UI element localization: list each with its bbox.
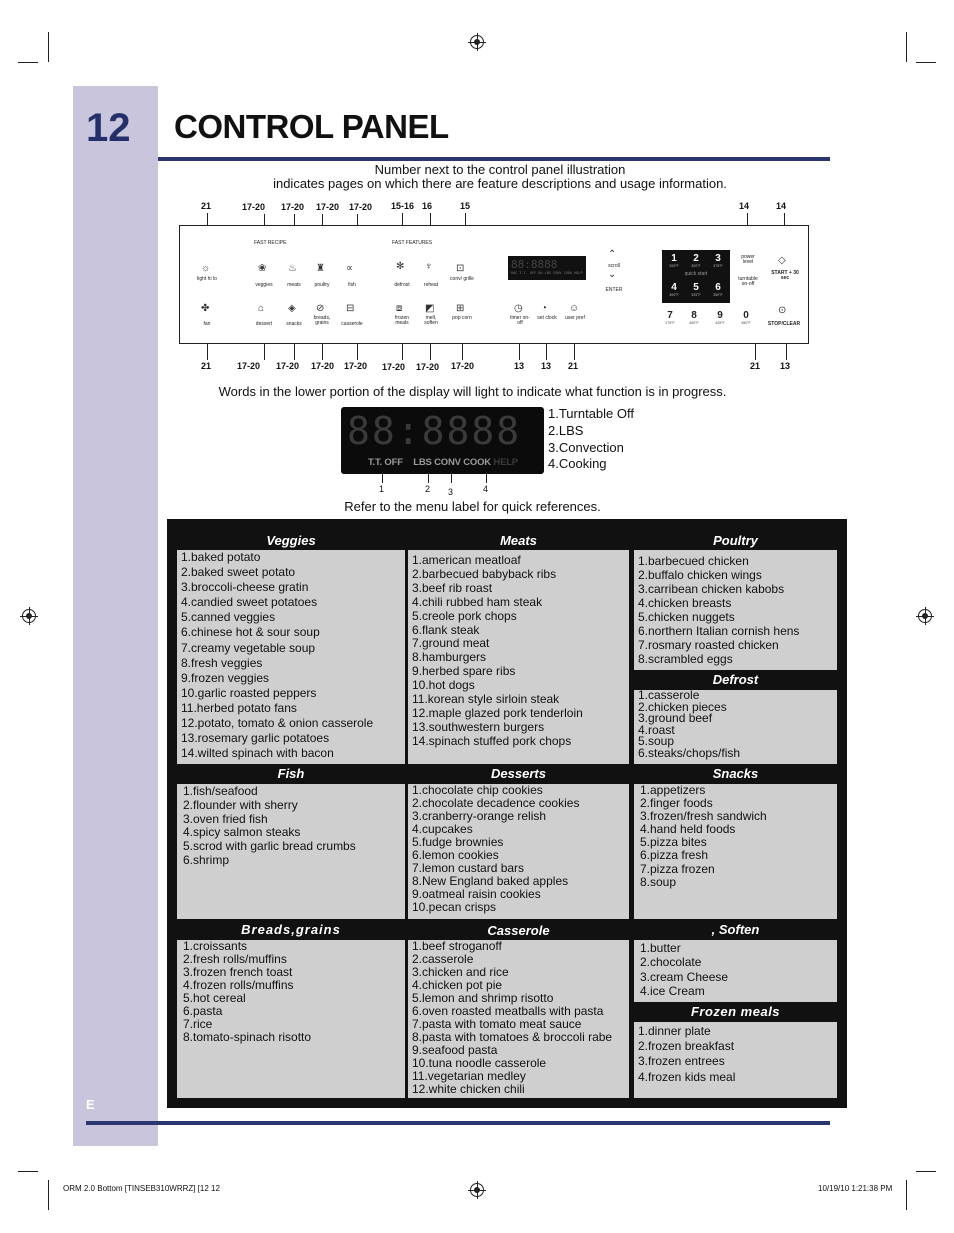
display-illustration xyxy=(341,407,544,474)
list-item: 7.lemon custard bars xyxy=(412,861,525,875)
light-button[interactable]: light hi lo xyxy=(197,276,217,282)
stop-clear-button[interactable]: STOP/CLEAR xyxy=(767,321,801,327)
scroll-label: scroll xyxy=(608,263,620,269)
key-7[interactable]: 7 275°F xyxy=(665,310,675,325)
frozen-meals-icon: ⧈ xyxy=(396,303,403,314)
list-item: 6.flank steak xyxy=(412,622,480,637)
list-item: 6.lemon cookies xyxy=(412,848,499,862)
list-item: 4.cupcakes xyxy=(412,822,473,836)
list-item: 9.frozen veggies xyxy=(181,670,270,685)
list-item: 2.frozen breakfast xyxy=(638,1039,735,1054)
list-item: 8.fresh veggies xyxy=(181,655,263,670)
list-item: 3.frozen entrees xyxy=(638,1054,725,1069)
registration-mark-icon xyxy=(470,1183,484,1197)
power-level-button[interactable]: power level xyxy=(741,254,755,265)
quick-start-label: quick start xyxy=(684,271,708,277)
key-0[interactable]: 0 450°F xyxy=(741,310,751,325)
reheat-button[interactable]: reheat xyxy=(423,282,439,288)
frozen-meals-header: Frozen meals xyxy=(690,1004,781,1019)
list-item: 1.baked potato xyxy=(181,550,261,564)
list-item: 1.dinner plate xyxy=(638,1024,711,1038)
menu-label-table xyxy=(167,519,847,1108)
key-3[interactable]: 3 375°F xyxy=(713,253,723,268)
list-item: 1.barbecued chicken xyxy=(638,554,749,568)
list-item: 4.candied sweet potatoes xyxy=(181,595,318,610)
registration-mark-icon xyxy=(918,609,932,623)
sidebar-band xyxy=(73,86,158,1146)
list-item: 6.chinese hot & sour soup xyxy=(181,625,320,640)
list-item: 13.southwestern burgers xyxy=(412,719,545,734)
list-item: 11.korean style sirloin steak xyxy=(412,692,560,707)
list-item: 7.rice xyxy=(183,1017,213,1031)
dessert-icon: ⌂ xyxy=(258,303,265,314)
desserts-list xyxy=(408,784,629,919)
list-item: 4.chili rubbed ham steak xyxy=(412,594,543,609)
number-keypad xyxy=(662,250,730,303)
marker-tick xyxy=(486,474,487,483)
conv-grille-button[interactable]: conv/ grille xyxy=(450,276,474,282)
list-item: 4.ice Cream xyxy=(640,984,705,999)
clock-icon: ◔ xyxy=(541,303,548,314)
casserole-list xyxy=(408,940,629,1098)
timer-icon: ◷ xyxy=(514,303,523,314)
crop-mark xyxy=(916,62,936,63)
list-item: 5.soup xyxy=(638,734,675,749)
key-9[interactable]: 9 425°F xyxy=(715,310,725,325)
defrost-button[interactable]: defrost xyxy=(394,282,410,288)
intro-text: Number next to the control panel illustration indicates pages on which there are feature descriptions and usage information. xyxy=(273,162,727,191)
melt-soften-list xyxy=(634,940,837,1002)
list-item: 8.New England baked apples xyxy=(412,874,569,888)
list-item: 4.roast xyxy=(638,722,675,737)
list-item: 10.hot dogs xyxy=(412,678,475,693)
list-item: 5.creole pork chops xyxy=(412,608,517,623)
page-number: 12 xyxy=(86,106,131,150)
melt-soften-header: , Soften xyxy=(711,922,760,937)
reheat-icon: ♆ xyxy=(425,261,433,272)
language-marker: E xyxy=(86,1097,95,1112)
list-item: 7.creamy vegetable soup xyxy=(181,640,316,655)
crop-mark xyxy=(18,1171,38,1172)
list-item: 6.northern Italian cornish hens xyxy=(638,624,800,638)
list-item: 2.chocolate xyxy=(640,955,702,970)
list-item: 3.cranberry-orange relish xyxy=(412,809,547,823)
panel-display: 88:8888 RAC T.T. OFF BU LBS CONV COOK HELP xyxy=(508,256,586,280)
list-item: 5.fudge brownies xyxy=(412,835,504,849)
list-item: 14.spinach stuffed pork chops xyxy=(412,733,572,748)
list-item: 12.white chicken chili xyxy=(412,1082,525,1096)
breads-icon: ⊘ xyxy=(316,303,325,314)
enter-button[interactable]: ENTER xyxy=(605,287,623,293)
key-1[interactable]: 1 200°F xyxy=(669,253,679,268)
list-item: 1.fish/seafood xyxy=(183,784,258,798)
list-item: 2.flounder with sherry xyxy=(183,797,298,812)
fan-icon: ✤ xyxy=(201,303,210,314)
list-item: 2.finger foods xyxy=(640,796,713,811)
casserole-icon: ⊟ xyxy=(346,303,355,314)
marker-1: 1 xyxy=(379,484,385,494)
list-item: 5.lemon and shrimp risotto xyxy=(412,991,554,1005)
list-item: 3.frozen/fresh sandwich xyxy=(640,809,767,824)
crop-mark xyxy=(48,1180,49,1210)
list-item: 6.steaks/chops/fish xyxy=(638,745,741,760)
list-item: 8.soup xyxy=(640,874,677,889)
list-item: 6.pizza fresh xyxy=(640,848,709,863)
list-item: 5.canned veggies xyxy=(181,610,276,625)
list-item: 8.tomato-spinach risotto xyxy=(183,1030,312,1044)
list-item: 8.scrambled eggs xyxy=(638,652,733,666)
list-item: 11.herbed potato fans xyxy=(181,700,297,715)
popcorn-icon: ⊞ xyxy=(456,303,465,314)
key-8[interactable]: 8 400°F xyxy=(689,310,699,325)
list-item: 10.pecan crisps xyxy=(412,900,497,914)
dessert-button[interactable]: dessert xyxy=(255,321,273,327)
convection-icon: ⊡ xyxy=(456,263,465,274)
list-item: 3.carribean chicken kabobs xyxy=(638,582,785,596)
list-item: 2.chocolate decadence cookies xyxy=(412,796,580,810)
refer-text: Refer to the menu label for quick references. xyxy=(344,499,601,514)
poultry-list xyxy=(634,550,837,670)
frozen-meals-list xyxy=(634,1022,837,1098)
registration-mark-icon xyxy=(470,35,484,49)
meats-icon: ♨ xyxy=(288,263,297,274)
marker-tick xyxy=(382,474,383,483)
frozen-meals-button[interactable]: frozen meals xyxy=(395,315,409,326)
marker-tick xyxy=(451,474,452,483)
key-2[interactable]: 2 300°F xyxy=(691,253,701,268)
desserts-header: Desserts xyxy=(491,766,546,781)
crop-mark xyxy=(906,1180,907,1210)
melt-soften-icon: ◩ xyxy=(425,303,435,314)
list-item: 4.frozen kids meal xyxy=(638,1069,736,1084)
display-legend: 1.Turntable Off 2.LBS 3.Convection 4.Cooking xyxy=(548,406,634,472)
fish-icon: ∝ xyxy=(346,263,354,274)
list-item: 3.broccoli-cheese gratin xyxy=(181,580,309,595)
print-slug-left: ORM 2.0 Bottom [TINSEB310WRRZ] [12 12 xyxy=(63,1184,220,1193)
start-button[interactable]: START + 30 sec xyxy=(771,270,799,281)
popcorn-button[interactable]: pop corn xyxy=(452,315,472,321)
list-item: 1.beef stroganoff xyxy=(412,939,502,953)
marker-tick xyxy=(428,474,429,483)
breads-header: Breads,grains xyxy=(241,922,341,937)
list-item: 9.seafood pasta xyxy=(412,1043,498,1057)
poultry-icon: ♜ xyxy=(316,263,325,274)
veggies-button[interactable]: veggies xyxy=(255,282,273,288)
start-diamond-icon: ◇ xyxy=(778,255,786,266)
scroll-down-icon[interactable]: ⌄ xyxy=(608,269,617,280)
stop-icon: ⊙ xyxy=(778,305,787,316)
list-item: 7.ground meat xyxy=(412,636,490,651)
key-4[interactable]: 4 300°F xyxy=(669,282,679,297)
turntable-button[interactable]: turntable on-off xyxy=(738,276,758,287)
defrost-list xyxy=(634,690,837,764)
key-6[interactable]: 6 350°F xyxy=(713,282,723,297)
list-item: 10.tuna noodle casserole xyxy=(412,1056,547,1070)
casserole-header: Casserole xyxy=(487,923,550,938)
list-item: 1.butter xyxy=(640,941,681,955)
list-item: 12.potato, tomato & onion casserole xyxy=(181,716,374,731)
breads-list xyxy=(177,940,405,1098)
defrost-snowflake-icon: ✻ xyxy=(396,261,405,272)
set-clock-button[interactable]: set clock xyxy=(537,315,557,321)
list-item: 8.hamburgers xyxy=(412,650,487,665)
list-item: 1.casserole xyxy=(638,688,700,702)
crop-mark xyxy=(906,32,907,62)
list-item: 7.pasta with tomato meat sauce xyxy=(412,1017,582,1031)
snacks-icon: ◈ xyxy=(288,303,296,314)
list-item: 5.scrod with garlic bread crumbs xyxy=(183,839,356,854)
crop-mark xyxy=(916,1171,936,1172)
list-item: 3.frozen french toast xyxy=(183,965,293,979)
meats-header: Meats xyxy=(500,533,537,548)
list-item: 5.pizza bites xyxy=(640,835,707,850)
control-panel-illustration xyxy=(179,225,809,344)
list-item: 1.chocolate chip cookies xyxy=(412,783,543,797)
list-item: 3.cream Cheese xyxy=(640,969,729,984)
meats-button[interactable]: meats xyxy=(287,282,301,288)
marker-3: 3 xyxy=(448,487,454,497)
list-item: 2.fresh rolls/muffins xyxy=(183,952,287,966)
crop-mark xyxy=(18,62,38,63)
casserole-button[interactable]: casserole xyxy=(341,321,363,327)
list-item: 13.rosemary garlic potatoes xyxy=(181,731,330,746)
user-pref-button[interactable]: user pref xyxy=(565,315,585,321)
title-rule xyxy=(158,157,830,161)
display-words: T.T. OFF LBS CONV COOK HELP xyxy=(368,457,518,468)
veggies-list xyxy=(177,550,405,764)
scroll-up-icon[interactable]: ⌃ xyxy=(608,249,617,260)
footer-rule xyxy=(86,1121,830,1125)
crop-mark xyxy=(48,32,49,62)
list-item: 5.hot cereal xyxy=(183,991,246,1005)
list-item: 6.oven roasted meatballs with pasta xyxy=(412,1004,604,1018)
list-item: 3.ground beef xyxy=(638,711,713,726)
fish-header: Fish xyxy=(277,766,305,781)
marker-4: 4 xyxy=(483,484,489,494)
snacks-header: Snacks xyxy=(712,766,759,781)
list-item: 2.chicken pieces xyxy=(638,699,727,714)
timer-button[interactable]: timer on-off xyxy=(510,315,530,326)
snacks-list xyxy=(634,784,837,919)
list-item: 6.shrimp xyxy=(183,852,230,867)
defrost-header: Defrost xyxy=(712,672,759,687)
list-item: 7.rosmary roasted chicken xyxy=(638,638,779,652)
fast-features-label: FAST FEATURES xyxy=(392,240,433,246)
list-item: 1.croissants xyxy=(183,939,248,953)
list-item: 11.vegetarian medley xyxy=(412,1069,526,1083)
list-item: 3.oven fried fish xyxy=(183,811,268,826)
melt-soften-button[interactable]: melt, soften xyxy=(424,315,438,326)
key-5[interactable]: 5 325°F xyxy=(691,282,701,297)
display-caption: Words in the lower portion of the display will light to indicate what function is in progress. xyxy=(218,384,727,399)
fast-recipe-label: FAST RECIPE xyxy=(254,240,287,246)
list-item: 1.appetizers xyxy=(640,783,706,797)
poultry-button[interactable]: poultry xyxy=(314,282,330,288)
list-item: 9.oatmeal raisin cookies xyxy=(412,887,541,901)
veggies-icon: ❀ xyxy=(258,263,267,274)
fan-button[interactable]: fan xyxy=(203,321,211,327)
marker-2: 2 xyxy=(425,484,431,494)
list-item: 9.herbed spare ribs xyxy=(412,664,516,679)
print-slug-right: 10/19/10 1:21:38 PM xyxy=(818,1184,893,1193)
list-item: 1.american meatloaf xyxy=(412,553,521,567)
list-item: 3.chicken and rice xyxy=(412,965,509,979)
list-item: 2.baked sweet potato xyxy=(181,565,296,580)
list-item: 4.spicy salmon steaks xyxy=(183,825,301,840)
list-item: 4.frozen rolls/muffins xyxy=(183,978,294,992)
meats-list xyxy=(408,550,629,764)
list-item: 7.pizza frozen xyxy=(640,861,715,876)
list-item: 8.pasta with tomatoes & broccoli rabe xyxy=(412,1030,613,1044)
list-item: 10.garlic roasted peppers xyxy=(181,685,317,700)
light-bulb-icon: ☼ xyxy=(201,263,211,274)
list-item: 14.wilted spinach with bacon xyxy=(181,746,334,761)
list-item: 6.pasta xyxy=(183,1004,223,1018)
list-item: 5.chicken nuggets xyxy=(638,610,735,624)
poultry-header: Poultry xyxy=(713,533,758,548)
list-item: 2.casserole xyxy=(412,952,474,966)
snacks-button[interactable]: snacks xyxy=(286,321,302,327)
user-pref-icon: ☺ xyxy=(569,303,580,314)
list-item: 2.barbecued babyback ribs xyxy=(412,566,557,581)
breads-grains-button[interactable]: breads, grains xyxy=(313,315,331,326)
page-title: CONTROL PANEL xyxy=(174,108,449,145)
list-item: 4.hand held foods xyxy=(640,822,736,837)
list-item: 12.maple glazed pork tenderloin xyxy=(412,705,583,720)
registration-mark-icon xyxy=(22,609,36,623)
display-digits: 88:8888 xyxy=(347,409,522,453)
fish-list xyxy=(177,784,405,919)
veggies-header: Veggies xyxy=(266,533,316,548)
fish-button[interactable]: fish xyxy=(348,282,356,288)
list-item: 4.chicken breasts xyxy=(638,596,732,610)
list-item: 3.beef rib roast xyxy=(412,580,493,595)
list-item: 2.buffalo chicken wings xyxy=(638,568,762,582)
list-item: 4.chicken pot pie xyxy=(412,978,503,992)
